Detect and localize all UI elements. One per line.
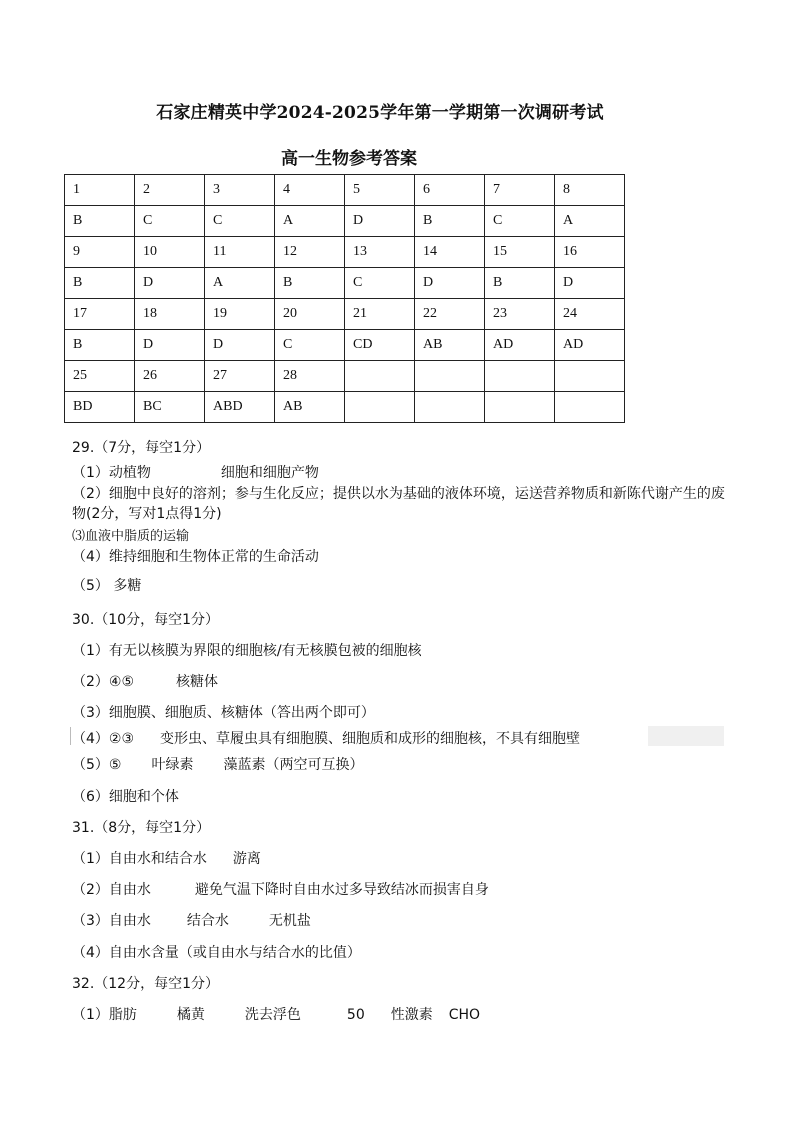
table-cell <box>555 361 625 392</box>
answer-table <box>64 174 625 423</box>
q30-answer-2-b: 核糖体 <box>176 674 219 690</box>
q30-answer-4-a: （4）②③ <box>72 731 135 747</box>
page-subtitle: 高一生物参考答案 <box>281 149 417 169</box>
table-cell: B <box>485 268 555 299</box>
q32-answer-1-b: 橘黄 <box>176 1007 205 1023</box>
table-cell: C <box>485 206 555 237</box>
q32-answer-1 <box>72 1004 480 1024</box>
table-cell: 20 <box>275 299 345 330</box>
table-cell <box>345 392 415 423</box>
table-cell: 17 <box>65 299 135 330</box>
table-cell: 11 <box>205 237 275 268</box>
q32-answer-1-e: 性激素 <box>390 1007 433 1023</box>
table-cell: A <box>205 268 275 299</box>
table-cell: C <box>205 206 275 237</box>
q30-answer-5 <box>72 754 363 774</box>
q30-answer-1: （1）有无以核膜为界限的细胞核/有无核膜包被的细胞核 <box>72 643 422 659</box>
table-cell: 3 <box>205 175 275 206</box>
table-cell: B <box>65 206 135 237</box>
table-cell: 14 <box>415 237 485 268</box>
q32-answer-1-a: （1）脂肪 <box>72 1007 137 1023</box>
q29-heading: 29.（7分，每空1分） <box>72 440 211 456</box>
table-cell: B <box>275 268 345 299</box>
q32-answer-1-d: 50 <box>346 1007 365 1023</box>
q32-answer-1-c: 洗去浮色 <box>244 1007 301 1023</box>
table-cell: BD <box>65 392 135 423</box>
table-cell: 2 <box>135 175 205 206</box>
table-cell <box>485 392 555 423</box>
table-cell: CD <box>345 330 415 361</box>
table-cell: 18 <box>135 299 205 330</box>
table-cell: D <box>135 268 205 299</box>
table-row <box>65 237 625 268</box>
table-cell: AB <box>275 392 345 423</box>
table-cell: 5 <box>345 175 415 206</box>
q30-answer-4 <box>72 728 580 748</box>
table-cell: 1 <box>65 175 135 206</box>
edit-bar <box>70 727 71 745</box>
table-cell <box>415 361 485 392</box>
table-cell: D <box>135 330 205 361</box>
table-cell: D <box>555 268 625 299</box>
q31-answer-3 <box>72 910 311 930</box>
table-cell: B <box>65 268 135 299</box>
table-cell: AB <box>415 330 485 361</box>
q30-answer-6: （6）细胞和个体 <box>72 789 179 805</box>
table-row <box>65 268 625 299</box>
table-cell: 10 <box>135 237 205 268</box>
q30-answer-2-a: （2）④⑤ <box>72 674 135 690</box>
table-cell: AD <box>555 330 625 361</box>
table-cell: ABD <box>205 392 275 423</box>
q31-answer-2-a: （2）自由水 <box>72 882 151 898</box>
table-cell: 7 <box>485 175 555 206</box>
q31-answer-3-a: （3）自由水 <box>72 913 151 929</box>
q30-answer-5-b: 叶绿素 <box>151 757 194 773</box>
table-row <box>65 361 625 392</box>
table-cell: 28 <box>275 361 345 392</box>
table-cell: AD <box>485 330 555 361</box>
q31-answer-1-b: 游离 <box>232 851 261 867</box>
table-cell: 25 <box>65 361 135 392</box>
q31-answer-1-a: （1）自由水和结合水 <box>72 851 207 867</box>
q30-answer-3: （3）细胞膜、细胞质、核糖体（答出两个即可） <box>72 705 375 721</box>
table-cell <box>555 392 625 423</box>
table-cell <box>345 361 415 392</box>
q30-heading: 30.（10分，每空1分） <box>72 612 219 628</box>
q31-answer-1 <box>72 848 261 868</box>
table-row <box>65 330 625 361</box>
table-cell: 24 <box>555 299 625 330</box>
table-row <box>65 299 625 330</box>
q32-answer-1-f: CHO <box>448 1007 481 1023</box>
table-cell: 22 <box>415 299 485 330</box>
table-cell: 8 <box>555 175 625 206</box>
table-cell: B <box>65 330 135 361</box>
table-cell: 9 <box>65 237 135 268</box>
table-cell: 15 <box>485 237 555 268</box>
q29-answer-1-b: 细胞和细胞产物 <box>220 465 319 481</box>
table-cell: 16 <box>555 237 625 268</box>
q30-answer-5-a: （5）⑤ <box>72 757 122 773</box>
table-cell: A <box>275 206 345 237</box>
q31-answer-3-c: 无机盐 <box>268 913 311 929</box>
table-cell: A <box>555 206 625 237</box>
table-cell: D <box>345 206 415 237</box>
page-title: 石家庄精英中学2024-2025学年第一学期第一次调研考试 <box>156 103 604 123</box>
table-cell: 23 <box>485 299 555 330</box>
q29-answer-5: （5） 多糖 <box>72 578 142 594</box>
table-row <box>65 206 625 237</box>
q31-answer-2 <box>72 879 489 899</box>
table-cell: BC <box>135 392 205 423</box>
q30-answer-5-c: 藻蓝素（两空可互换） <box>223 757 364 773</box>
table-cell: 13 <box>345 237 415 268</box>
highlight-shade <box>648 726 724 746</box>
table-cell: 6 <box>415 175 485 206</box>
q31-heading: 31.（8分，每空1分） <box>72 820 211 836</box>
table-cell: C <box>275 330 345 361</box>
table-cell: 12 <box>275 237 345 268</box>
q29-answer-2: （2）细胞中良好的溶剂；参与生化反应；提供以水为基础的液体环境，运送营养物质和新陈代谢产生的废物(2分，写对1点得1分) <box>72 486 725 522</box>
q31-answer-4: （4）自由水含量（或自由水与结合水的比值） <box>72 945 361 961</box>
table-cell: 21 <box>345 299 415 330</box>
q29-answer-1-a: （1）动植物 <box>72 465 151 481</box>
q31-answer-2-b: 避免气温下降时自由水过多导致结冰而损害自身 <box>194 882 489 898</box>
q31-answer-3-b: 结合水 <box>186 913 229 929</box>
table-row <box>65 392 625 423</box>
q29-answer-3: ⑶血液中脂质的运输 <box>72 529 190 544</box>
q29-answer-4: （4）维持细胞和生物体正常的生命活动 <box>72 549 319 565</box>
table-cell: 26 <box>135 361 205 392</box>
table-cell: C <box>345 268 415 299</box>
table-cell: 4 <box>275 175 345 206</box>
table-cell <box>415 392 485 423</box>
table-row <box>65 175 625 206</box>
q32-heading: 32.（12分，每空1分） <box>72 976 219 992</box>
q30-answer-2 <box>72 671 218 691</box>
table-cell: D <box>415 268 485 299</box>
table-cell <box>485 361 555 392</box>
table-cell: 19 <box>205 299 275 330</box>
q29-answer-1 <box>72 462 319 482</box>
table-cell: C <box>135 206 205 237</box>
q30-answer-4-b: 变形虫、草履虫具有细胞膜、细胞质和成形的细胞核，不具有细胞壁 <box>160 731 581 747</box>
table-cell: D <box>205 330 275 361</box>
table-cell: 27 <box>205 361 275 392</box>
table-cell: B <box>415 206 485 237</box>
